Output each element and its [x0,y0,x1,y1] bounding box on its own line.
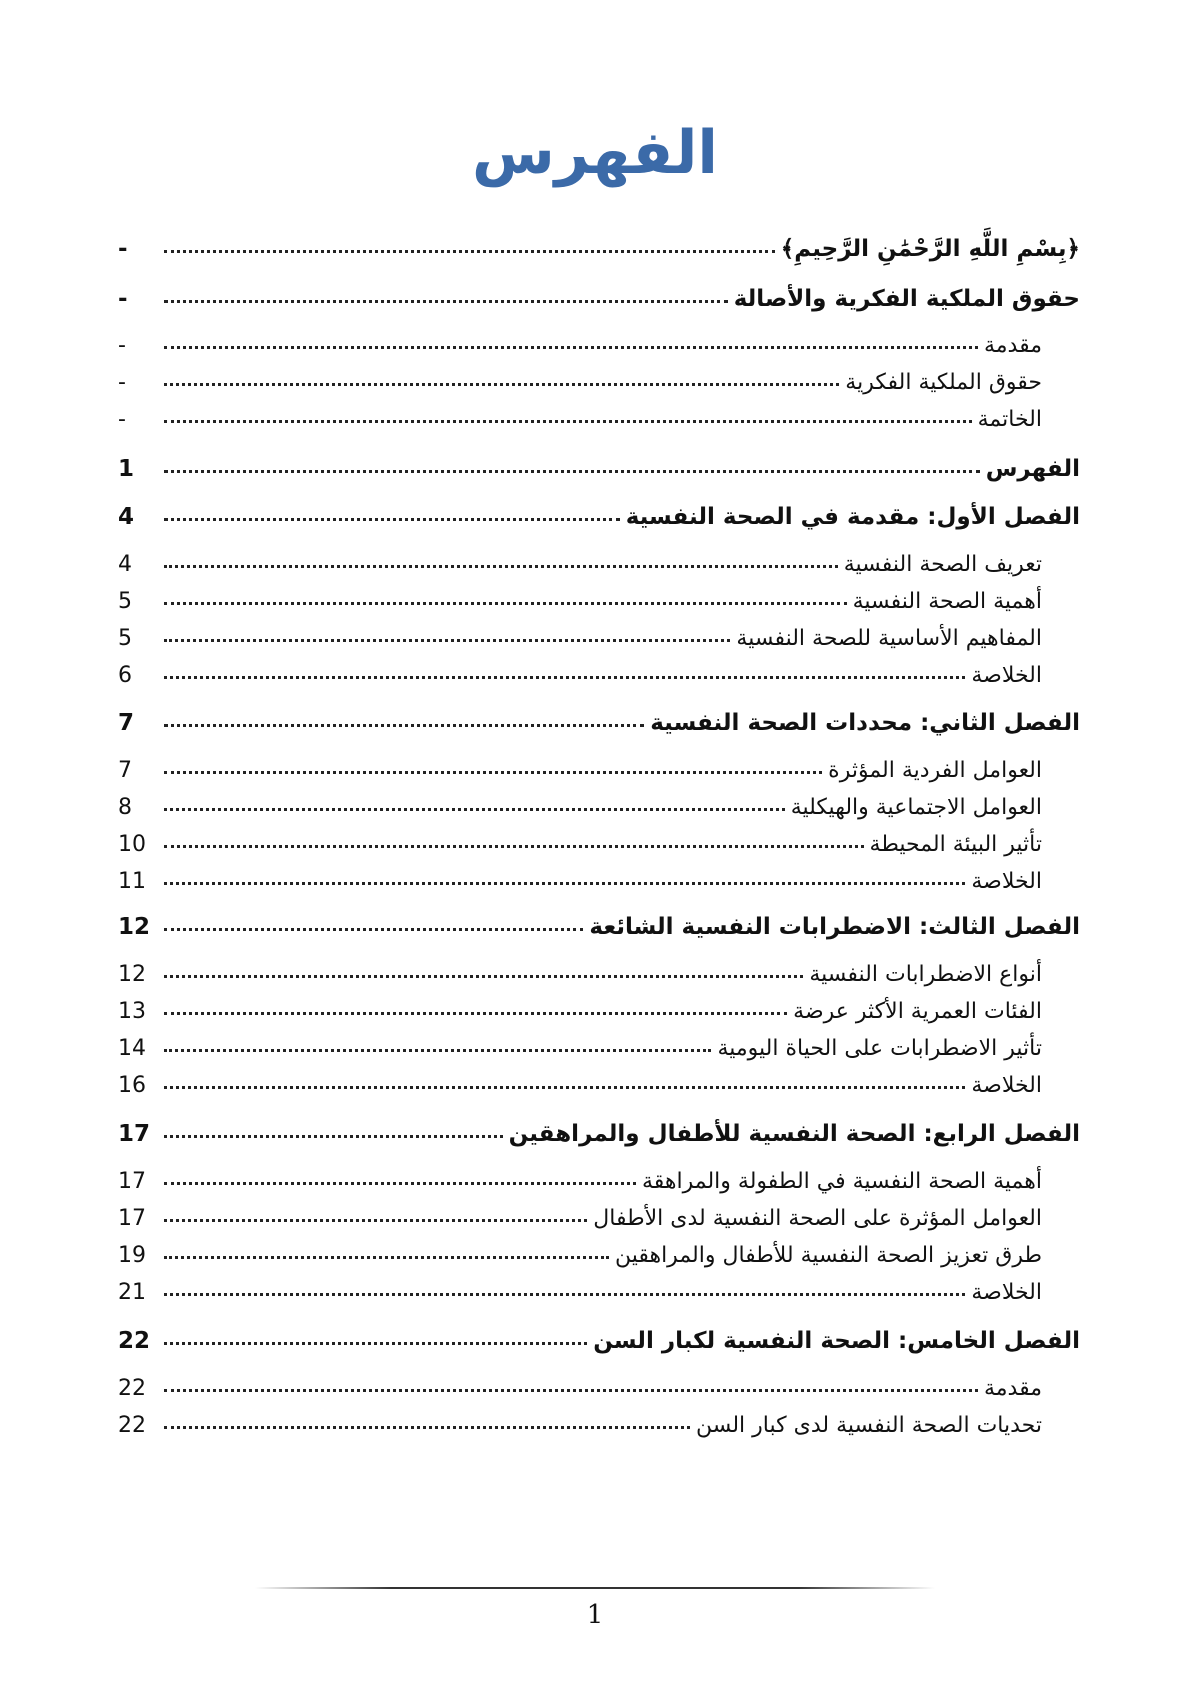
toc-entry-page: 17 [118,1121,151,1147]
toc-entry-label: تعريف الصحة النفسية [843,552,1042,577]
dot-leader [164,771,822,774]
dot-leader [164,808,785,811]
toc-entry-label: الخلاصة [971,869,1042,894]
toc-entry-label: طرق تعزيز الصحة النفسية للأطفال والمراهقين [614,1243,1042,1268]
toc-entry-label: تأثير الاضطرابات على الحياة اليومية [717,1036,1042,1061]
dot-leader [164,845,864,848]
toc-subentry[interactable] [118,392,1080,432]
dot-leader [164,975,803,978]
dot-leader [164,928,583,931]
toc-entry-label: الفصل الأول: مقدمة في الصحة النفسية [625,504,1080,530]
toc-entry-label: الفصل الخامس: الصحة النفسية لكبار السن [593,1328,1080,1354]
page-title: الفهرس [471,118,718,188]
toc-entry-label: تحديات الصحة النفسية لدى كبار السن [695,1413,1042,1438]
toc-entry-page: 7 [118,710,135,736]
dot-leader [164,602,847,605]
toc-entry-label: الفصل الرابع: الصحة النفسية للأطفال والمراهقين [508,1121,1080,1147]
toc-entry-page: 6 [118,663,132,688]
dot-leader [164,724,644,727]
toc-entry-label: العوامل الفردية المؤثرة [828,758,1042,783]
footer-divider [255,1587,935,1589]
toc-entry-page: 21 [118,1280,146,1305]
toc-subentry[interactable] [118,1265,1080,1305]
toc-entry-label: حقوق الملكية الفكرية [845,370,1042,395]
toc-entry-label: حقوق الملكية الفكرية والأصالة [733,286,1080,312]
toc-entry-label: ﴿بِسْمِ اللَّهِ الرَّحْمَٰنِ الرَّحِيمِ﴾ [780,236,1080,262]
dot-leader [164,1293,965,1296]
dot-leader [164,565,838,568]
toc-entry-page: 11 [118,869,146,894]
toc-entry-label: العوامل الاجتماعية والهيكلية [790,795,1042,820]
dot-leader [164,1342,587,1345]
toc-subentry[interactable] [118,1398,1080,1438]
toc-chapter[interactable] [118,900,1080,940]
dot-leader [164,250,775,253]
dot-leader [164,676,965,679]
toc-subentry[interactable] [118,1021,1080,1061]
toc-entry-label: أنواع الاضطرابات النفسية [809,962,1042,987]
toc-entry-page: 1 [118,456,135,482]
dot-leader [164,346,978,349]
dot-leader [164,518,620,521]
dot-leader [164,882,965,885]
toc-subentry[interactable] [118,817,1080,857]
toc-entry-page: 17 [118,1169,146,1194]
toc-subentry[interactable] [118,1228,1080,1268]
toc-entry-page: 5 [118,589,132,614]
toc-chapter[interactable] [118,696,1080,736]
toc-entry-label: الخلاصة [971,663,1042,688]
dot-leader [164,1182,636,1185]
toc-subentry[interactable] [118,648,1080,688]
dot-leader [164,383,839,386]
dot-leader [164,1389,978,1392]
toc-entry-basmala[interactable] [118,222,1080,262]
toc-entry-page: 12 [118,962,146,987]
toc-subentry[interactable] [118,947,1080,987]
toc-entry-page: 19 [118,1243,146,1268]
toc-chapter[interactable] [118,490,1080,530]
toc-entry-label: الفئات العمرية الأكثر عرضة [793,999,1042,1024]
dot-leader [164,1086,965,1089]
toc-entry-page: 13 [118,999,146,1024]
toc-entry-page: 8 [118,795,132,820]
dot-leader [164,420,972,423]
toc-subentry[interactable] [118,780,1080,820]
toc-subentry[interactable] [118,611,1080,651]
toc-entry-page: - [118,333,126,358]
toc-subentry[interactable] [118,984,1080,1024]
toc-heading[interactable] [118,442,1080,482]
toc-entry-page: 22 [118,1376,146,1401]
toc-subentry[interactable] [118,1154,1080,1194]
dot-leader [164,1256,609,1259]
toc-entry-page: - [118,236,128,262]
toc-entry-page: 12 [118,914,151,940]
toc-entry-label: أهمية الصحة النفسية في الطفولة والمراهقة [641,1169,1042,1194]
toc-heading[interactable] [118,272,1080,312]
dot-leader [164,1426,690,1429]
dot-leader [164,1219,587,1222]
toc-entry-label: الفصل الثالث: الاضطرابات النفسية الشائعة [589,914,1080,940]
toc-subentry[interactable] [118,854,1080,894]
toc-subentry[interactable] [118,1058,1080,1098]
toc-entry-label: الخاتمة [977,407,1042,432]
toc-subentry[interactable] [118,355,1080,395]
toc-entry-page: 14 [118,1036,146,1061]
toc-subentry[interactable] [118,1361,1080,1401]
toc-entry-label: الخلاصة [971,1073,1042,1098]
toc-entry-page: 4 [118,504,135,530]
toc-entry-label: الخلاصة [971,1280,1042,1305]
toc-entry-label: المفاهيم الأساسية للصحة النفسية [736,626,1042,651]
toc-entry-page: 4 [118,552,132,577]
toc-subentry[interactable] [118,743,1080,783]
page-number: 1 [586,1600,604,1630]
dot-leader [164,300,728,303]
toc-entry-label: أهمية الصحة النفسية [852,589,1042,614]
dot-leader [164,470,980,473]
toc-subentry[interactable] [118,574,1080,614]
toc-entry-label: الفصل الثاني: محددات الصحة النفسية [650,710,1080,736]
toc-subentry[interactable] [118,318,1080,358]
toc-entry-label: العوامل المؤثرة على الصحة النفسية لدى الأطفال [593,1206,1042,1231]
toc-entry-label: تأثير البيئة المحيطة [869,832,1042,857]
toc-entry-page: 22 [118,1413,146,1438]
toc-entry-page: 5 [118,626,132,651]
toc-entry-page: - [118,407,126,432]
dot-leader [164,639,730,642]
toc-chapter[interactable] [118,1107,1080,1147]
toc-entry-page: 7 [118,758,132,783]
toc-entry-label: الفهرس [985,456,1080,482]
toc-chapter[interactable] [118,1314,1080,1354]
toc-entry-label: مقدمة [983,1376,1042,1401]
toc-entry-page: 10 [118,832,146,857]
toc-entry-page: - [118,286,128,312]
dot-leader [164,1012,787,1015]
toc-subentry[interactable] [118,537,1080,577]
toc-subentry[interactable] [118,1191,1080,1231]
dot-leader [164,1135,503,1138]
dot-leader [164,1049,711,1052]
toc-entry-page: 22 [118,1328,151,1354]
toc-entry-page: - [118,370,126,395]
toc-entry-page: 16 [118,1073,146,1098]
toc-entry-label: مقدمة [983,333,1042,358]
toc-entry-page: 17 [118,1206,146,1231]
